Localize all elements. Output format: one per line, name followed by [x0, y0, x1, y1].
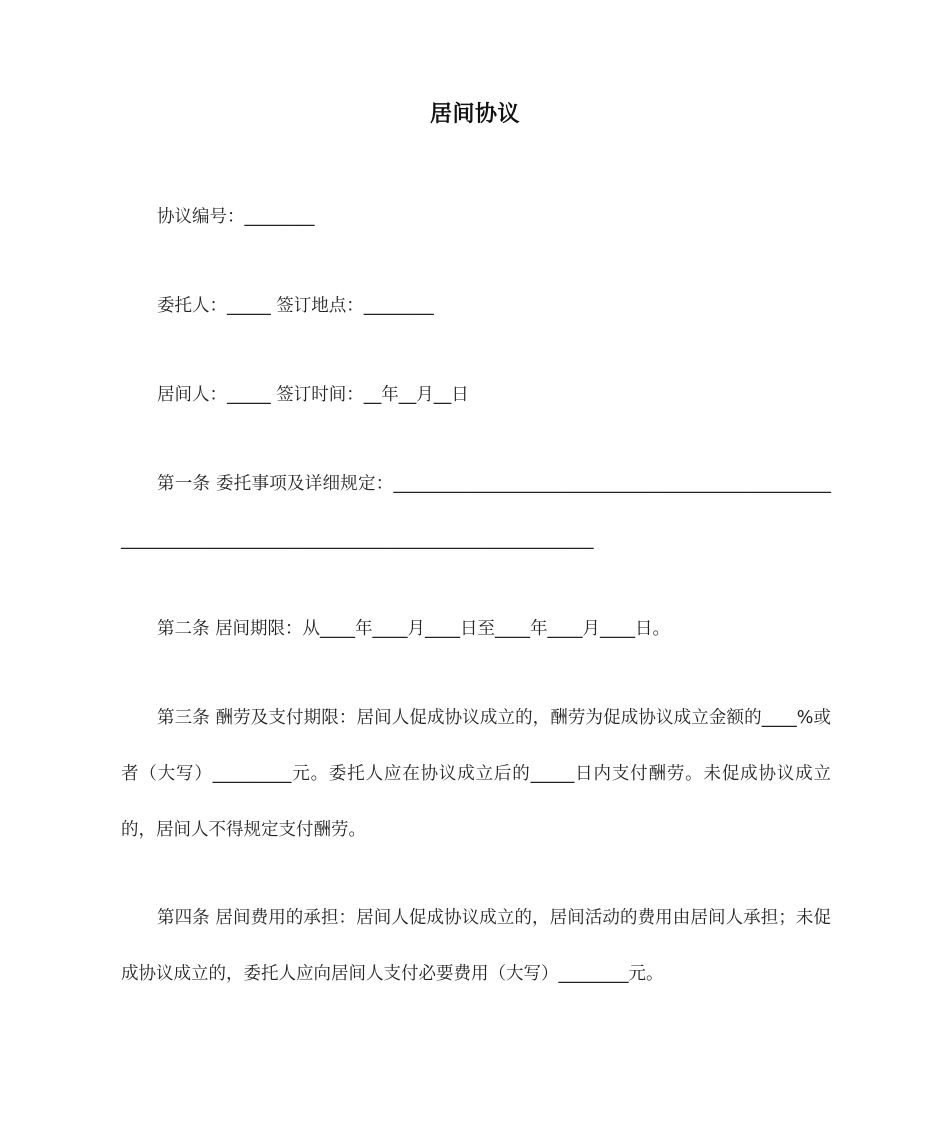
article-three-paragraph: 第三条 酬劳及支付期限：居间人促成协议成立的，酬劳为促成协议成立金额的____%或者（大写）_________元。委托人应在协议成立后的_____日内支付酬劳。未促成协议成立的，居间人不得规定支付酬劳。: [121, 708, 831, 840]
article-two-paragraph: 第二条 居间期限：从____年____月____日至____年____月____日。: [157, 619, 671, 639]
document-title: 居间协议: [429, 102, 520, 127]
principal-and-place-line: 委托人：_____ 签订地点：________: [157, 296, 434, 316]
agreement-number-line: 协议编号：________: [157, 207, 315, 227]
article-four-paragraph: 第四条 居间费用的承担：居间人促成协议成立的，居间活动的费用由居间人承担；未促成协议成立的，委托人应向居间人支付必要费用（大写）________元。: [121, 908, 831, 984]
intermediary-and-date-line: 居间人：_____ 签订时间：__年__月__日: [157, 385, 469, 405]
article-one-paragraph: 第一条 委托事项及详细规定：________________________________________________________________________________________________________: [121, 474, 831, 550]
